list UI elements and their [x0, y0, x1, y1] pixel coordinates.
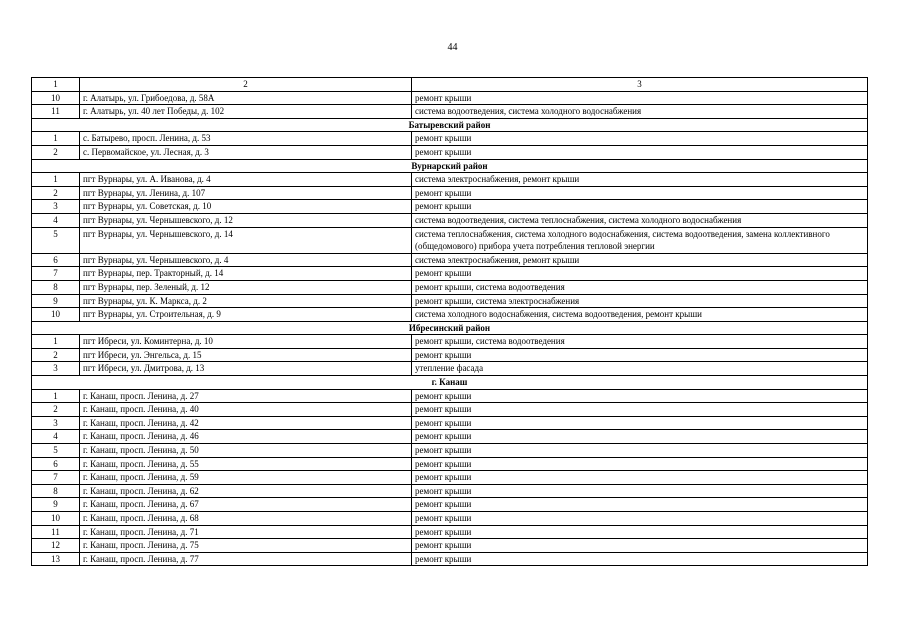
row-address: пгт Вурнары, ул. А. Иванова, д. 4: [80, 173, 412, 187]
table-row: [32, 227, 868, 253]
row-work: ремонт крыши: [412, 512, 868, 526]
table-row: [32, 213, 868, 227]
row-work: ремонт крыши: [412, 416, 868, 430]
row-address: пгт Ибреси, ул. Энгельса, д. 15: [80, 348, 412, 362]
row-number: 8: [32, 484, 80, 498]
row-work: ремонт крыши: [412, 145, 868, 159]
row-number: 2: [32, 186, 80, 200]
table-row: [32, 267, 868, 281]
table-row: [32, 362, 868, 376]
row-address: пгт Вурнары, ул. Чернышевского, д. 14: [80, 227, 412, 253]
row-work: ремонт крыши: [412, 186, 868, 200]
row-number: 7: [32, 267, 80, 281]
section-title: Вурнарский район: [32, 159, 868, 173]
row-work: ремонт крыши, система водоотведения: [412, 280, 868, 294]
row-address: г. Канаш, просп. Ленина, д. 77: [80, 552, 412, 566]
repair-table: [31, 77, 868, 566]
row-address: г. Канаш, просп. Ленина, д. 71: [80, 525, 412, 539]
row-number: 2: [32, 348, 80, 362]
row-work: система электроснабжения, ремонт крыши: [412, 253, 868, 267]
table-row: [32, 91, 868, 105]
row-work: система электроснабжения, ремонт крыши: [412, 173, 868, 187]
table-row: [32, 416, 868, 430]
row-work: ремонт крыши: [412, 430, 868, 444]
section-title: г. Канаш: [32, 376, 868, 390]
row-number: 9: [32, 294, 80, 308]
row-number: 6: [32, 253, 80, 267]
table-row: [32, 512, 868, 526]
row-work: ремонт крыши: [412, 457, 868, 471]
row-address: г. Алатырь, ул. Грибоедова, д. 58А: [80, 91, 412, 105]
row-address: пгт Ибреси, ул. Дмитрова, д. 13: [80, 362, 412, 376]
row-address: г. Канаш, просп. Ленина, д. 67: [80, 498, 412, 512]
section-row: [32, 159, 868, 173]
row-address: с. Батырево, просп. Ленина, д. 53: [80, 132, 412, 146]
row-work: ремонт крыши: [412, 200, 868, 214]
row-number: 1: [32, 132, 80, 146]
table-row: [32, 253, 868, 267]
table-row: [32, 280, 868, 294]
section-title: Ибресинский район: [32, 321, 868, 335]
header-col-number: 1: [32, 78, 80, 92]
row-work: ремонт крыши: [412, 484, 868, 498]
row-number: 10: [32, 308, 80, 322]
table-row: [32, 539, 868, 553]
row-number: 1: [32, 335, 80, 349]
row-number: 13: [32, 552, 80, 566]
row-address: пгт Вурнары, пер. Тракторный, д. 14: [80, 267, 412, 281]
row-work: ремонт крыши: [412, 91, 868, 105]
table-body: [32, 78, 868, 566]
row-number: 5: [32, 227, 80, 253]
row-number: 11: [32, 525, 80, 539]
row-number: 8: [32, 280, 80, 294]
row-number: 4: [32, 213, 80, 227]
row-address: г. Канаш, просп. Ленина, д. 27: [80, 389, 412, 403]
row-work: система холодного водоснабжения, система водоотведения, ремонт крыши: [412, 308, 868, 322]
table-row: [32, 186, 868, 200]
row-work: ремонт крыши: [412, 389, 868, 403]
table-row: [32, 484, 868, 498]
row-address: г. Канаш, просп. Ленина, д. 68: [80, 512, 412, 526]
row-address: пгт Вурнары, пер. Зеленый, д. 12: [80, 280, 412, 294]
row-number: 3: [32, 362, 80, 376]
row-work: ремонт крыши, система электроснабжения: [412, 294, 868, 308]
row-address: пгт Вурнары, ул. Чернышевского, д. 4: [80, 253, 412, 267]
row-address: г. Канаш, просп. Ленина, д. 75: [80, 539, 412, 553]
row-address: г. Канаш, просп. Ленина, д. 50: [80, 444, 412, 458]
table-row: [32, 145, 868, 159]
row-address: г. Канаш, просп. Ленина, д. 59: [80, 471, 412, 485]
row-number: 3: [32, 200, 80, 214]
table-row: [32, 335, 868, 349]
table-row: [32, 132, 868, 146]
section-row: [32, 321, 868, 335]
row-work: ремонт крыши: [412, 444, 868, 458]
row-address: пгт Ибреси, ул. Коминтерна, д. 10: [80, 335, 412, 349]
row-work: ремонт крыши: [412, 267, 868, 281]
row-work: ремонт крыши, система водоотведения: [412, 335, 868, 349]
table-row: [32, 403, 868, 417]
row-work: ремонт крыши: [412, 525, 868, 539]
row-work: ремонт крыши: [412, 348, 868, 362]
row-work: система теплоснабжения, система холодного водоснабжения, система водоотведения, замена коллективного (общедомового) прибора учета потребления тепловой энергии: [412, 227, 868, 253]
row-work: система водоотведения, система холодного водоснабжения: [412, 105, 868, 119]
row-number: 10: [32, 91, 80, 105]
row-number: 12: [32, 539, 80, 553]
row-number: 9: [32, 498, 80, 512]
page-number: 44: [447, 42, 458, 53]
row-work: утепление фасада: [412, 362, 868, 376]
row-address: г. Алатырь, ул. 40 лет Победы, д. 102: [80, 105, 412, 119]
row-address: г. Канаш, просп. Ленина, д. 55: [80, 457, 412, 471]
header-row: [32, 78, 868, 92]
row-address: г. Канаш, просп. Ленина, д. 62: [80, 484, 412, 498]
row-number: 4: [32, 430, 80, 444]
row-address: пгт Вурнары, ул. Ленина, д. 107: [80, 186, 412, 200]
row-address: г. Канаш, просп. Ленина, д. 46: [80, 430, 412, 444]
table-row: [32, 498, 868, 512]
row-address: г. Канаш, просп. Ленина, д. 40: [80, 403, 412, 417]
row-number: 1: [32, 389, 80, 403]
row-number: 10: [32, 512, 80, 526]
row-work: ремонт крыши: [412, 552, 868, 566]
table-row: [32, 444, 868, 458]
table-row: [32, 471, 868, 485]
row-number: 7: [32, 471, 80, 485]
row-work: ремонт крыши: [412, 539, 868, 553]
row-address: с. Первомайское, ул. Лесная, д. 3: [80, 145, 412, 159]
row-address: пгт Вурнары, ул. К. Маркса, д. 2: [80, 294, 412, 308]
row-number: 1: [32, 173, 80, 187]
table-row: [32, 105, 868, 119]
row-number: 2: [32, 145, 80, 159]
table-row: [32, 525, 868, 539]
section-row: [32, 376, 868, 390]
section-row: [32, 118, 868, 132]
table-row: [32, 430, 868, 444]
table-row: [32, 294, 868, 308]
table-row: [32, 308, 868, 322]
section-title: Батыревский район: [32, 118, 868, 132]
table-row: [32, 348, 868, 362]
row-work: ремонт крыши: [412, 498, 868, 512]
row-number: 5: [32, 444, 80, 458]
table-row: [32, 552, 868, 566]
header-col-address: 2: [80, 78, 412, 92]
row-number: 11: [32, 105, 80, 119]
row-work: система водоотведения, система теплоснабжения, система холодного водоснабжения: [412, 213, 868, 227]
row-number: 2: [32, 403, 80, 417]
row-work: ремонт крыши: [412, 132, 868, 146]
row-address: г. Канаш, просп. Ленина, д. 42: [80, 416, 412, 430]
table-row: [32, 200, 868, 214]
row-number: 3: [32, 416, 80, 430]
row-work: ремонт крыши: [412, 471, 868, 485]
row-number: 6: [32, 457, 80, 471]
table-row: [32, 457, 868, 471]
table-row: [32, 389, 868, 403]
row-address: пгт Вурнары, ул. Чернышевского, д. 12: [80, 213, 412, 227]
row-work: ремонт крыши: [412, 403, 868, 417]
table-row: [32, 173, 868, 187]
row-address: пгт Вурнары, ул. Строительная, д. 9: [80, 308, 412, 322]
row-address: пгт Вурнары, ул. Советская, д. 10: [80, 200, 412, 214]
header-col-work: 3: [412, 78, 868, 92]
